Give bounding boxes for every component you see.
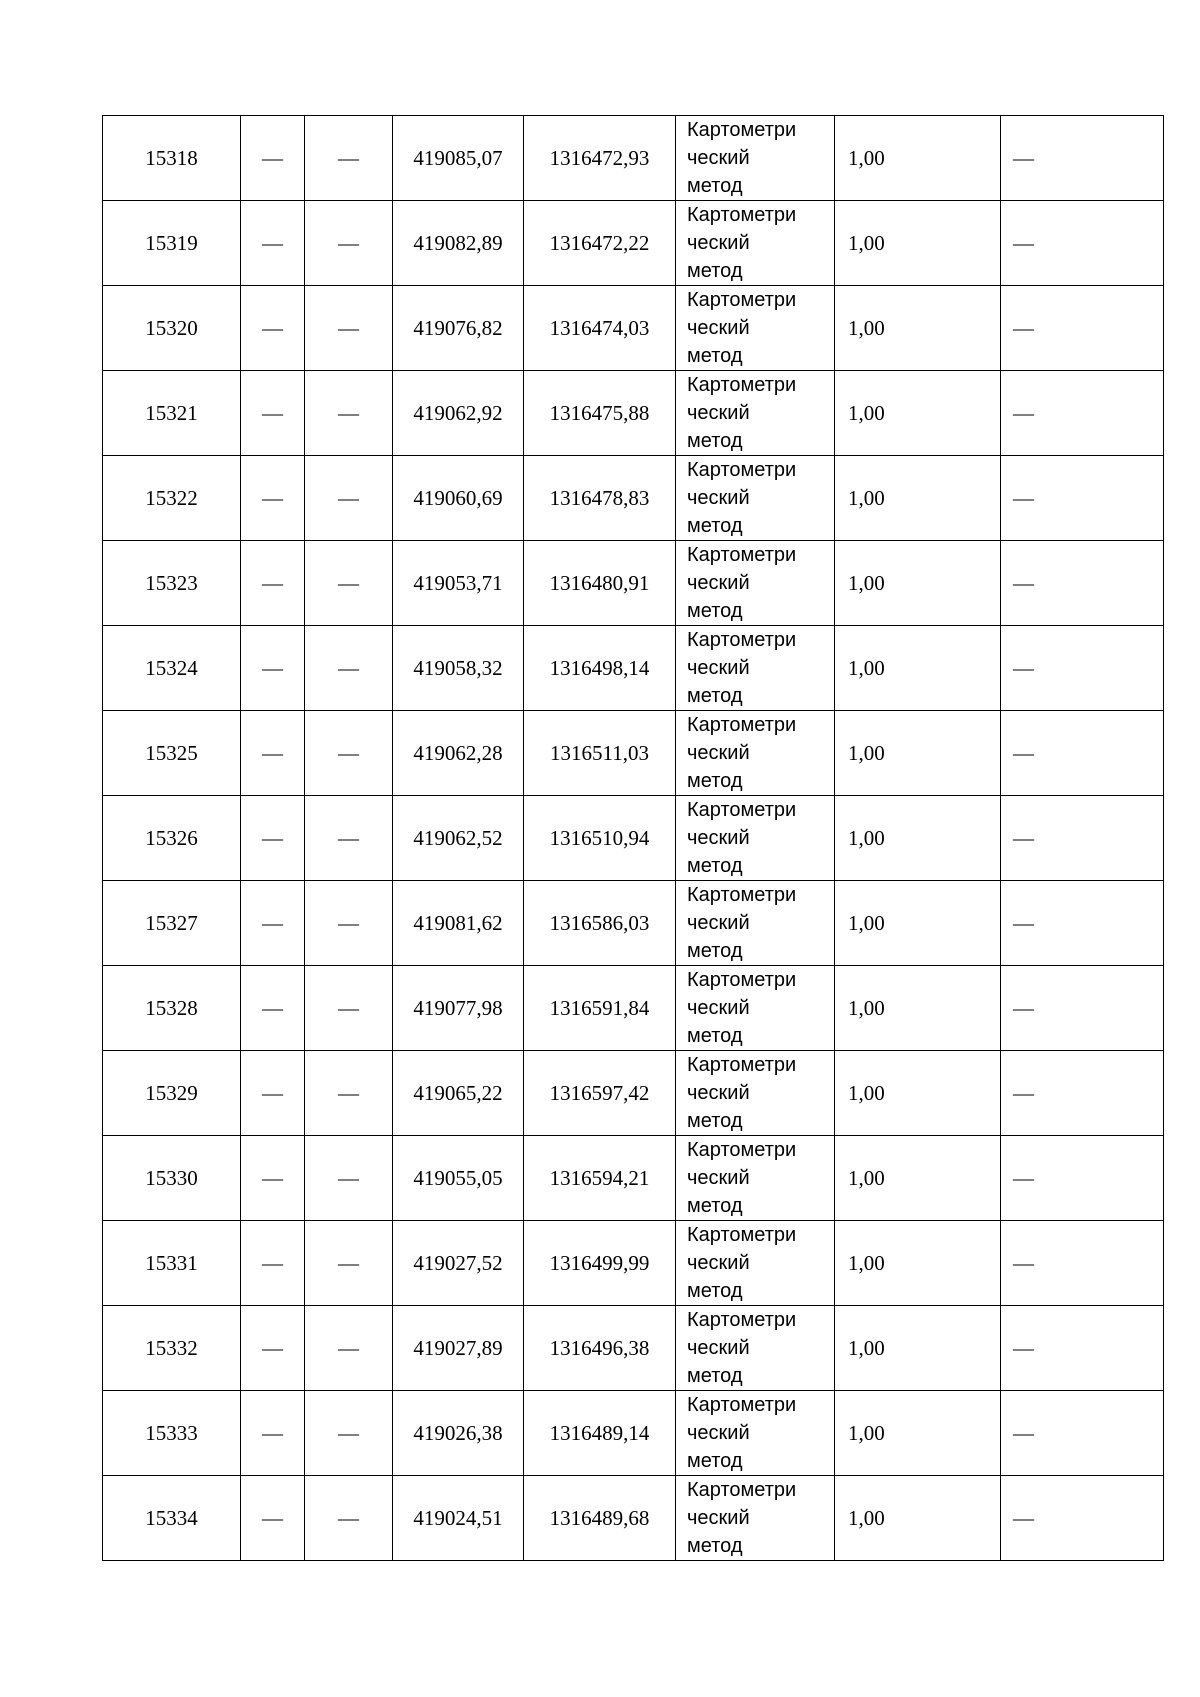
point-number-cell: 15334: [103, 1476, 241, 1561]
note-cell: —: [1001, 541, 1164, 626]
y-coordinate-cell: 1316591,84: [524, 966, 676, 1051]
method-line: метод: [687, 1195, 743, 1217]
point-number-cell: 15327: [103, 881, 241, 966]
y-coordinate-cell: 1316474,03: [524, 286, 676, 371]
dash-cell: —: [305, 1306, 393, 1391]
dash-cell: —: [305, 966, 393, 1051]
method-line: метод: [687, 1450, 743, 1472]
method-line: метод: [687, 1025, 743, 1047]
note-cell: —: [1001, 1476, 1164, 1561]
table-row: [103, 371, 1164, 456]
method-cell: [676, 286, 835, 371]
precision-cell: 1,00: [835, 456, 1001, 541]
coordinates-table: [102, 115, 1164, 1561]
dash-cell: —: [241, 966, 305, 1051]
note-cell: —: [1001, 1221, 1164, 1306]
x-coordinate-cell: 419062,28: [393, 711, 524, 796]
method-line: ческий: [687, 1167, 750, 1189]
dash-cell: —: [241, 626, 305, 711]
method-line: метод: [687, 855, 743, 877]
method-line: ческий: [687, 742, 750, 764]
method-line: метод: [687, 685, 743, 707]
dash-cell: —: [305, 711, 393, 796]
y-coordinate-cell: 1316511,03: [524, 711, 676, 796]
x-coordinate-cell: 419077,98: [393, 966, 524, 1051]
table-row: [103, 881, 1164, 966]
y-coordinate-cell: 1316480,91: [524, 541, 676, 626]
method-line: ческий: [687, 147, 750, 169]
method-cell: [676, 1136, 835, 1221]
method-line: Картометри: [687, 1309, 797, 1331]
note-cell: —: [1001, 711, 1164, 796]
note-cell: —: [1001, 116, 1164, 201]
point-number-cell: 15332: [103, 1306, 241, 1391]
note-cell: —: [1001, 796, 1164, 881]
method-line: Картометри: [687, 1054, 797, 1076]
table-row: [103, 116, 1164, 201]
method-line: Картометри: [687, 544, 797, 566]
table-row: [103, 541, 1164, 626]
dash-cell: —: [305, 1221, 393, 1306]
y-coordinate-cell: 1316472,93: [524, 116, 676, 201]
method-line: ческий: [687, 1422, 750, 1444]
y-coordinate-cell: 1316597,42: [524, 1051, 676, 1136]
point-number-cell: 15329: [103, 1051, 241, 1136]
x-coordinate-cell: 419027,52: [393, 1221, 524, 1306]
dash-cell: —: [305, 1051, 393, 1136]
method-cell: [676, 456, 835, 541]
method-line: метод: [687, 600, 743, 622]
y-coordinate-cell: 1316499,99: [524, 1221, 676, 1306]
y-coordinate-cell: 1316510,94: [524, 796, 676, 881]
method-line: ческий: [687, 1507, 750, 1529]
method-line: метод: [687, 1110, 743, 1132]
method-line: метод: [687, 515, 743, 537]
method-cell: [676, 1476, 835, 1561]
point-number-cell: 15318: [103, 116, 241, 201]
dash-cell: —: [305, 541, 393, 626]
note-cell: —: [1001, 1136, 1164, 1221]
x-coordinate-cell: 419024,51: [393, 1476, 524, 1561]
precision-cell: 1,00: [835, 1136, 1001, 1221]
method-line: ческий: [687, 1082, 750, 1104]
x-coordinate-cell: 419053,71: [393, 541, 524, 626]
method-line: Картометри: [687, 374, 797, 396]
dash-cell: —: [241, 286, 305, 371]
point-number-cell: 15319: [103, 201, 241, 286]
point-number-cell: 15333: [103, 1391, 241, 1476]
method-cell: [676, 966, 835, 1051]
dash-cell: —: [241, 371, 305, 456]
dash-cell: —: [241, 201, 305, 286]
note-cell: —: [1001, 1306, 1164, 1391]
y-coordinate-cell: 1316475,88: [524, 371, 676, 456]
precision-cell: 1,00: [835, 1051, 1001, 1136]
dash-cell: —: [305, 626, 393, 711]
dash-cell: —: [241, 711, 305, 796]
method-line: метод: [687, 1365, 743, 1387]
method-cell: [676, 1051, 835, 1136]
method-line: Картометри: [687, 289, 797, 311]
note-cell: —: [1001, 1051, 1164, 1136]
dash-cell: —: [305, 881, 393, 966]
dash-cell: —: [241, 796, 305, 881]
point-number-cell: 15326: [103, 796, 241, 881]
method-line: метод: [687, 1280, 743, 1302]
method-line: Картометри: [687, 204, 797, 226]
method-cell: [676, 371, 835, 456]
dash-cell: —: [305, 1136, 393, 1221]
table-row: [103, 1136, 1164, 1221]
precision-cell: 1,00: [835, 966, 1001, 1051]
method-line: ческий: [687, 232, 750, 254]
point-number-cell: 15320: [103, 286, 241, 371]
y-coordinate-cell: 1316586,03: [524, 881, 676, 966]
method-line: ческий: [687, 402, 750, 424]
dash-cell: —: [241, 116, 305, 201]
method-line: Картометри: [687, 884, 797, 906]
table-row: [103, 1391, 1164, 1476]
note-cell: —: [1001, 881, 1164, 966]
precision-cell: 1,00: [835, 541, 1001, 626]
method-line: Картометри: [687, 459, 797, 481]
x-coordinate-cell: 419082,89: [393, 201, 524, 286]
point-number-cell: 15328: [103, 966, 241, 1051]
x-coordinate-cell: 419060,69: [393, 456, 524, 541]
dash-cell: —: [241, 1221, 305, 1306]
method-line: ческий: [687, 1337, 750, 1359]
note-cell: —: [1001, 626, 1164, 711]
method-line: ческий: [687, 912, 750, 934]
x-coordinate-cell: 419062,92: [393, 371, 524, 456]
note-cell: —: [1001, 456, 1164, 541]
y-coordinate-cell: 1316498,14: [524, 626, 676, 711]
method-line: Картометри: [687, 1224, 797, 1246]
method-cell: [676, 711, 835, 796]
precision-cell: 1,00: [835, 881, 1001, 966]
point-number-cell: 15321: [103, 371, 241, 456]
method-line: Картометри: [687, 799, 797, 821]
precision-cell: 1,00: [835, 371, 1001, 456]
x-coordinate-cell: 419026,38: [393, 1391, 524, 1476]
dash-cell: —: [241, 881, 305, 966]
method-line: ческий: [687, 657, 750, 679]
x-coordinate-cell: 419081,62: [393, 881, 524, 966]
precision-cell: 1,00: [835, 286, 1001, 371]
point-number-cell: 15322: [103, 456, 241, 541]
precision-cell: 1,00: [835, 626, 1001, 711]
method-line: ческий: [687, 997, 750, 1019]
point-number-cell: 15324: [103, 626, 241, 711]
x-coordinate-cell: 419085,07: [393, 116, 524, 201]
dash-cell: —: [305, 796, 393, 881]
method-cell: [676, 1306, 835, 1391]
table-row: [103, 1051, 1164, 1136]
dash-cell: —: [305, 116, 393, 201]
precision-cell: 1,00: [835, 1391, 1001, 1476]
table-row: [103, 966, 1164, 1051]
precision-cell: 1,00: [835, 201, 1001, 286]
method-line: ческий: [687, 572, 750, 594]
y-coordinate-cell: 1316489,14: [524, 1391, 676, 1476]
method-cell: [676, 201, 835, 286]
method-line: ческий: [687, 317, 750, 339]
note-cell: —: [1001, 371, 1164, 456]
method-line: Картометри: [687, 1394, 797, 1416]
dash-cell: —: [305, 201, 393, 286]
method-cell: [676, 541, 835, 626]
dash-cell: —: [305, 1476, 393, 1561]
method-cell: [676, 116, 835, 201]
method-cell: [676, 626, 835, 711]
point-number-cell: 15325: [103, 711, 241, 796]
dash-cell: —: [305, 371, 393, 456]
table-row: [103, 626, 1164, 711]
method-line: Картометри: [687, 119, 797, 141]
table-row: [103, 1476, 1164, 1561]
method-line: метод: [687, 345, 743, 367]
method-line: метод: [687, 940, 743, 962]
method-line: метод: [687, 175, 743, 197]
dash-cell: —: [241, 1136, 305, 1221]
x-coordinate-cell: 419055,05: [393, 1136, 524, 1221]
precision-cell: 1,00: [835, 1476, 1001, 1561]
dash-cell: —: [241, 1476, 305, 1561]
dash-cell: —: [241, 1391, 305, 1476]
table-row: [103, 711, 1164, 796]
dash-cell: —: [241, 456, 305, 541]
method-line: Картометри: [687, 1139, 797, 1161]
dash-cell: —: [305, 456, 393, 541]
note-cell: —: [1001, 286, 1164, 371]
dash-cell: —: [241, 541, 305, 626]
y-coordinate-cell: 1316489,68: [524, 1476, 676, 1561]
dash-cell: —: [305, 286, 393, 371]
x-coordinate-cell: 419062,52: [393, 796, 524, 881]
x-coordinate-cell: 419065,22: [393, 1051, 524, 1136]
precision-cell: 1,00: [835, 1221, 1001, 1306]
method-line: Картометри: [687, 629, 797, 651]
y-coordinate-cell: 1316472,22: [524, 201, 676, 286]
method-line: Картометри: [687, 714, 797, 736]
y-coordinate-cell: 1316478,83: [524, 456, 676, 541]
x-coordinate-cell: 419058,32: [393, 626, 524, 711]
method-line: ческий: [687, 487, 750, 509]
dash-cell: —: [305, 1391, 393, 1476]
y-coordinate-cell: 1316496,38: [524, 1306, 676, 1391]
note-cell: —: [1001, 1391, 1164, 1476]
method-line: Картометри: [687, 969, 797, 991]
method-line: метод: [687, 770, 743, 792]
method-cell: [676, 796, 835, 881]
method-cell: [676, 881, 835, 966]
precision-cell: 1,00: [835, 1306, 1001, 1391]
table-row: [103, 796, 1164, 881]
point-number-cell: 15331: [103, 1221, 241, 1306]
note-cell: —: [1001, 966, 1164, 1051]
method-line: ческий: [687, 1252, 750, 1274]
method-line: метод: [687, 260, 743, 282]
table-body: [103, 116, 1164, 1561]
table-row: [103, 1306, 1164, 1391]
point-number-cell: 15323: [103, 541, 241, 626]
method-cell: [676, 1221, 835, 1306]
y-coordinate-cell: 1316594,21: [524, 1136, 676, 1221]
precision-cell: 1,00: [835, 796, 1001, 881]
dash-cell: —: [241, 1306, 305, 1391]
table-row: [103, 1221, 1164, 1306]
dash-cell: —: [241, 1051, 305, 1136]
table-row: [103, 286, 1164, 371]
x-coordinate-cell: 419076,82: [393, 286, 524, 371]
table-row: [103, 201, 1164, 286]
method-line: ческий: [687, 827, 750, 849]
method-line: Картометри: [687, 1479, 797, 1501]
method-cell: [676, 1391, 835, 1476]
method-line: метод: [687, 430, 743, 452]
note-cell: —: [1001, 201, 1164, 286]
table-row: [103, 456, 1164, 541]
precision-cell: 1,00: [835, 116, 1001, 201]
precision-cell: 1,00: [835, 711, 1001, 796]
x-coordinate-cell: 419027,89: [393, 1306, 524, 1391]
method-line: метод: [687, 1535, 743, 1557]
point-number-cell: 15330: [103, 1136, 241, 1221]
